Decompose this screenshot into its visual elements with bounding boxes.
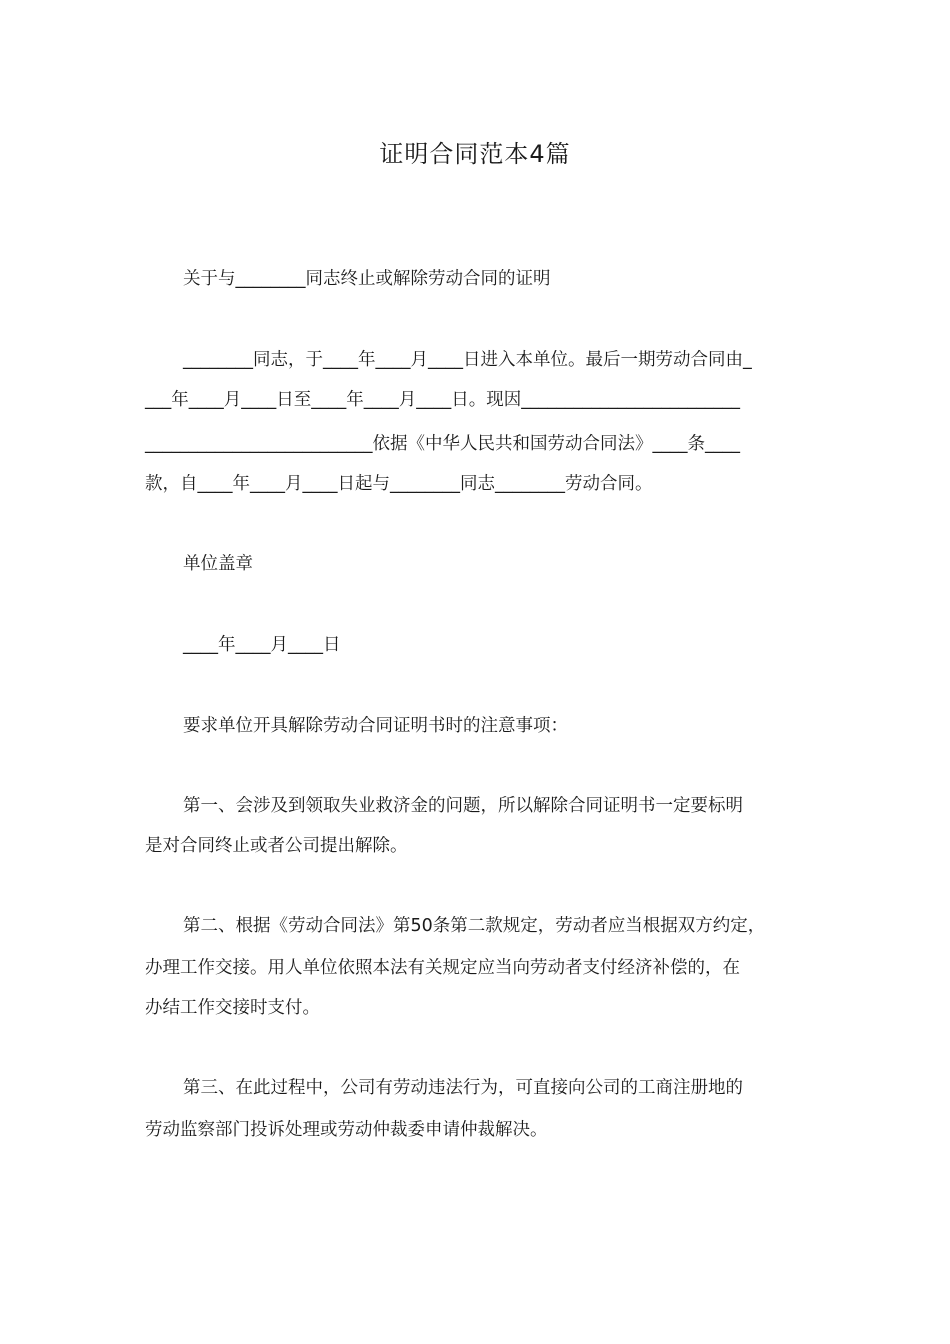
- document-title: 证明合同范本4篇: [379, 140, 571, 168]
- point-1-line-2: 是对合同终止或者公司提出解除。: [145, 836, 408, 856]
- body-line-2: ___年____月____日至____年____月____日。现因_________________________: [145, 390, 740, 410]
- body-line-1: ________同志，于____年____月____日进入本单位。最后一期劳动合同由_: [183, 350, 752, 370]
- point-1-line-1: 第一、会涉及到领取失业救济金的问题，所以解除合同证明书一定要标明: [183, 796, 743, 816]
- point-2-line-2: 办理工作交接。用人单位依照本法有关规定应当向劳动者支付经济补偿的，在: [145, 958, 740, 978]
- body-line-4: 款，自____年____月____日起与________同志________劳动合同。: [145, 474, 653, 494]
- point-3-line-1: 第三、在此过程中，公司有劳动违法行为，可直接向公司的工商注册地的: [183, 1078, 743, 1098]
- point-2-line-1: 第二、根据《劳动合同法》第50条第二款规定，劳动者应当根据双方约定，: [183, 916, 766, 936]
- date-line: ____年____月____日: [183, 635, 341, 655]
- point-2-line-3: 办结工作交接时支付。: [145, 998, 320, 1018]
- seal-label: 单位盖章: [183, 554, 253, 574]
- certificate-heading: 关于与________同志终止或解除劳动合同的证明: [183, 269, 551, 289]
- notes-heading: 要求单位开具解除劳动合同证明书时的注意事项：: [183, 716, 568, 736]
- point-3-line-2: 劳动监察部门投诉处理或劳动仲裁委申请仲裁解决。: [145, 1120, 548, 1140]
- body-line-3: __________________________依据《中华人民共和国劳动合同法》____条____: [145, 434, 740, 454]
